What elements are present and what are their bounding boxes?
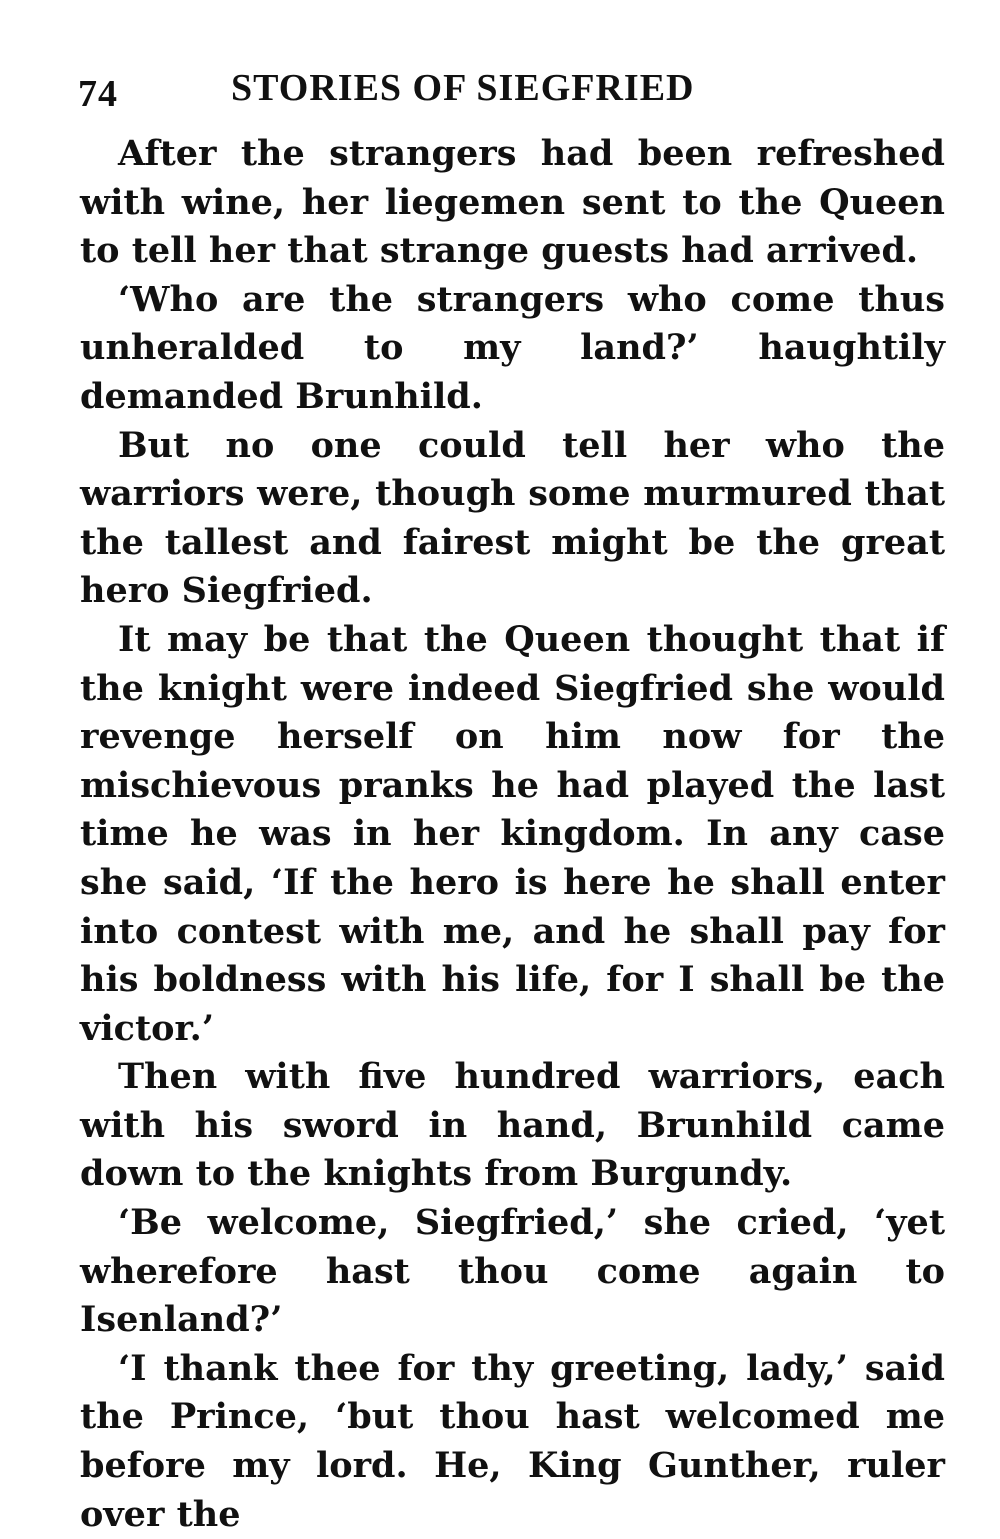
paragraph: It may be that the Queen thought that if the knight were indeed Siegfried she would revenge herself on him now for the mischievous pranks he had played the last time he was in her kingdom. In any case she said, ‘If the hero is here he shall enter into contest with me, and he shall pay for his boldness with his life, for I shall be the victor.’ bbox=[80, 618, 945, 1049]
paragraph: ‘Who are the strangers who come thus unheralded to my land?’ haughtily demanded Brunhild. bbox=[80, 278, 945, 417]
paragraph: But no one could tell her who the warriors were, though some murmured that the tallest and fairest might be the great hero Siegfried. bbox=[80, 424, 945, 612]
page-number: 74 bbox=[78, 73, 118, 115]
paragraph: After the strangers had been refreshed with wine, her liegemen sent to the Queen to tell her that strange guests had arrived. bbox=[80, 133, 945, 272]
page-header bbox=[78, 66, 944, 116]
running-head: STORIES OF SIEGFRIED bbox=[231, 67, 695, 109]
paragraph: ‘I thank thee for thy greeting, lady,’ said the Prince, ‘but thou hast welcomed me before my lord. He, King Gunther, ruler over the bbox=[80, 1347, 945, 1535]
body-text bbox=[80, 130, 945, 1539]
paragraph: Then with five hundred warriors, each with his sword in hand, Brunhild came down to the knights from Burgundy. bbox=[80, 1056, 945, 1195]
paragraph: ‘Be welcome, Siegfried,’ she cried, ‘yet wherefore hast thou come again to Isenland?’ bbox=[80, 1202, 945, 1341]
